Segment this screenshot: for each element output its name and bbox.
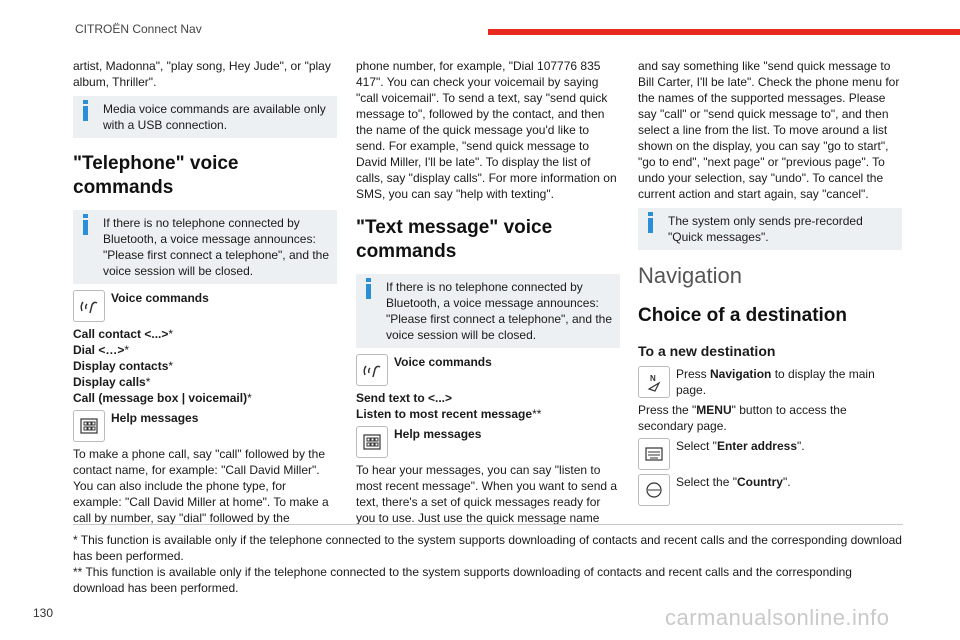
text-command-list [356,390,620,422]
info-box-quick-messages [638,208,902,250]
step-text: Select the "Country". [676,475,791,489]
step-navigation [638,366,902,398]
col2-body1: phone number, for example, "Dial 107776 835 417". You can check your voicemail by saying "call voicemail". To send a text, say "send quick message to", followed by the contact, and then the name of the quick message you'd like to send. For example, "send quick message to David Miller, I'll be late". To display the list of calls, say "display calls". For more information on SMS, you can say "help with texting". [356,59,617,201]
info-box-telephone [73,210,337,284]
voice-commands-row [356,354,620,386]
voice-icon [356,354,388,386]
navigation-icon [638,366,670,398]
info-text: Media voice commands are available only with a USB connection. [103,102,326,132]
info-text: If there is no telephone connected by Bluetooth, a voice message announces: "Please first connect a telephone", and the voice session will be closed. [386,280,613,342]
info-icon [366,284,371,299]
text-message-heading: "Text message" voice commands [356,217,553,262]
info-text: The system only sends pre-recorded "Quick messages". [668,214,863,244]
help-messages-label: Help messages [394,427,482,441]
step-country [638,474,902,506]
command-item: Call (message box | voicemail)* [73,391,252,405]
command-item: Display contacts* [73,359,174,373]
help-messages-label: Help messages [111,411,199,425]
info-icon [83,106,88,121]
telephone-heading: "Telephone" voice commands [73,153,239,198]
col2-body2: To hear your messages, you can say "listen to most recent message". When you want to send a text, there's a set of quick messages ready for you to use. Just use the quick message name [356,463,618,525]
navigation-title: Navigation [638,263,742,288]
new-destination-subheading: To a new destination [638,343,776,359]
footnote-separator [73,524,903,525]
country-icon [638,474,670,506]
command-item: Listen to most recent message** [356,407,542,421]
footnotes [73,532,903,596]
footnote-1: * This function is available only if the telephone connected to the system supports downloading of contacts and recent calls and the corresponding download has been performed. [73,533,902,563]
help-icon [356,426,388,458]
info-box-media [73,96,337,138]
col1-intro: artist, Madonna", "play song, Hey Jude", or "play album, Thriller". [73,59,331,89]
step-text: Select "Enter address". [676,439,805,453]
header-accent-bar [488,29,960,35]
voice-commands-row [73,290,337,322]
command-item: Send text to <...> [356,391,453,405]
command-item: Display calls* [73,375,151,389]
step-text: Press Navigation to display the main page. [676,367,875,397]
footnote-2: ** This function is available only if the telephone connected to the system supports downloading of contacts and recent calls and the corresponding download has been performed. [73,565,852,595]
column-2 [356,58,620,526]
page-number: 130 [33,606,54,620]
step-enter-address [638,438,902,470]
voice-icon [73,290,105,322]
help-messages-row [73,410,337,442]
command-item: Call contact <...>* [73,327,174,341]
help-messages-row [356,426,620,458]
watermark: carmanualsonline.info [665,605,890,630]
info-text: If there is no telephone connected by Bluetooth, a voice message announces: "Please first connect a telephone", and the voice session will be closed. [103,216,330,278]
command-item: Dial <…>* [73,343,130,357]
choice-destination-heading: Choice of a destination [638,305,848,326]
info-icon [648,218,653,233]
column-1 [73,58,337,526]
column-3 [638,58,902,510]
voice-commands-label: Voice commands [394,355,492,369]
voice-commands-label: Voice commands [111,291,209,305]
telephone-command-list [73,326,337,406]
header-title: CITROËN Connect Nav [75,22,202,36]
step-menu-text: Press the "MENU" button to access the secondary page. [638,403,847,433]
keyboard-icon [638,438,670,470]
info-icon [83,220,88,235]
info-box-text-message [356,274,620,348]
col1-body: To make a phone call, say "call" followed by the contact name, for example: "Call David Miller". You can also include the phone type, for example: "Call David Miller at home". To make a call by number, say "dial" followed by the [73,447,329,525]
svg-text:N: N [650,374,656,383]
help-icon [73,410,105,442]
col3-body: and say something like "send quick message to Bill Carter, I'll be late". Check the phone menu for the names of the supported messages. Please say "call" or "send quick message to", and then select a line from the list. To move around a list shown on the display, you can say "go to start", "go to end", "next page" or "previous page". To undo your selection, say "undo". To cancel the current action and start again, say "cancel". [638,59,900,201]
